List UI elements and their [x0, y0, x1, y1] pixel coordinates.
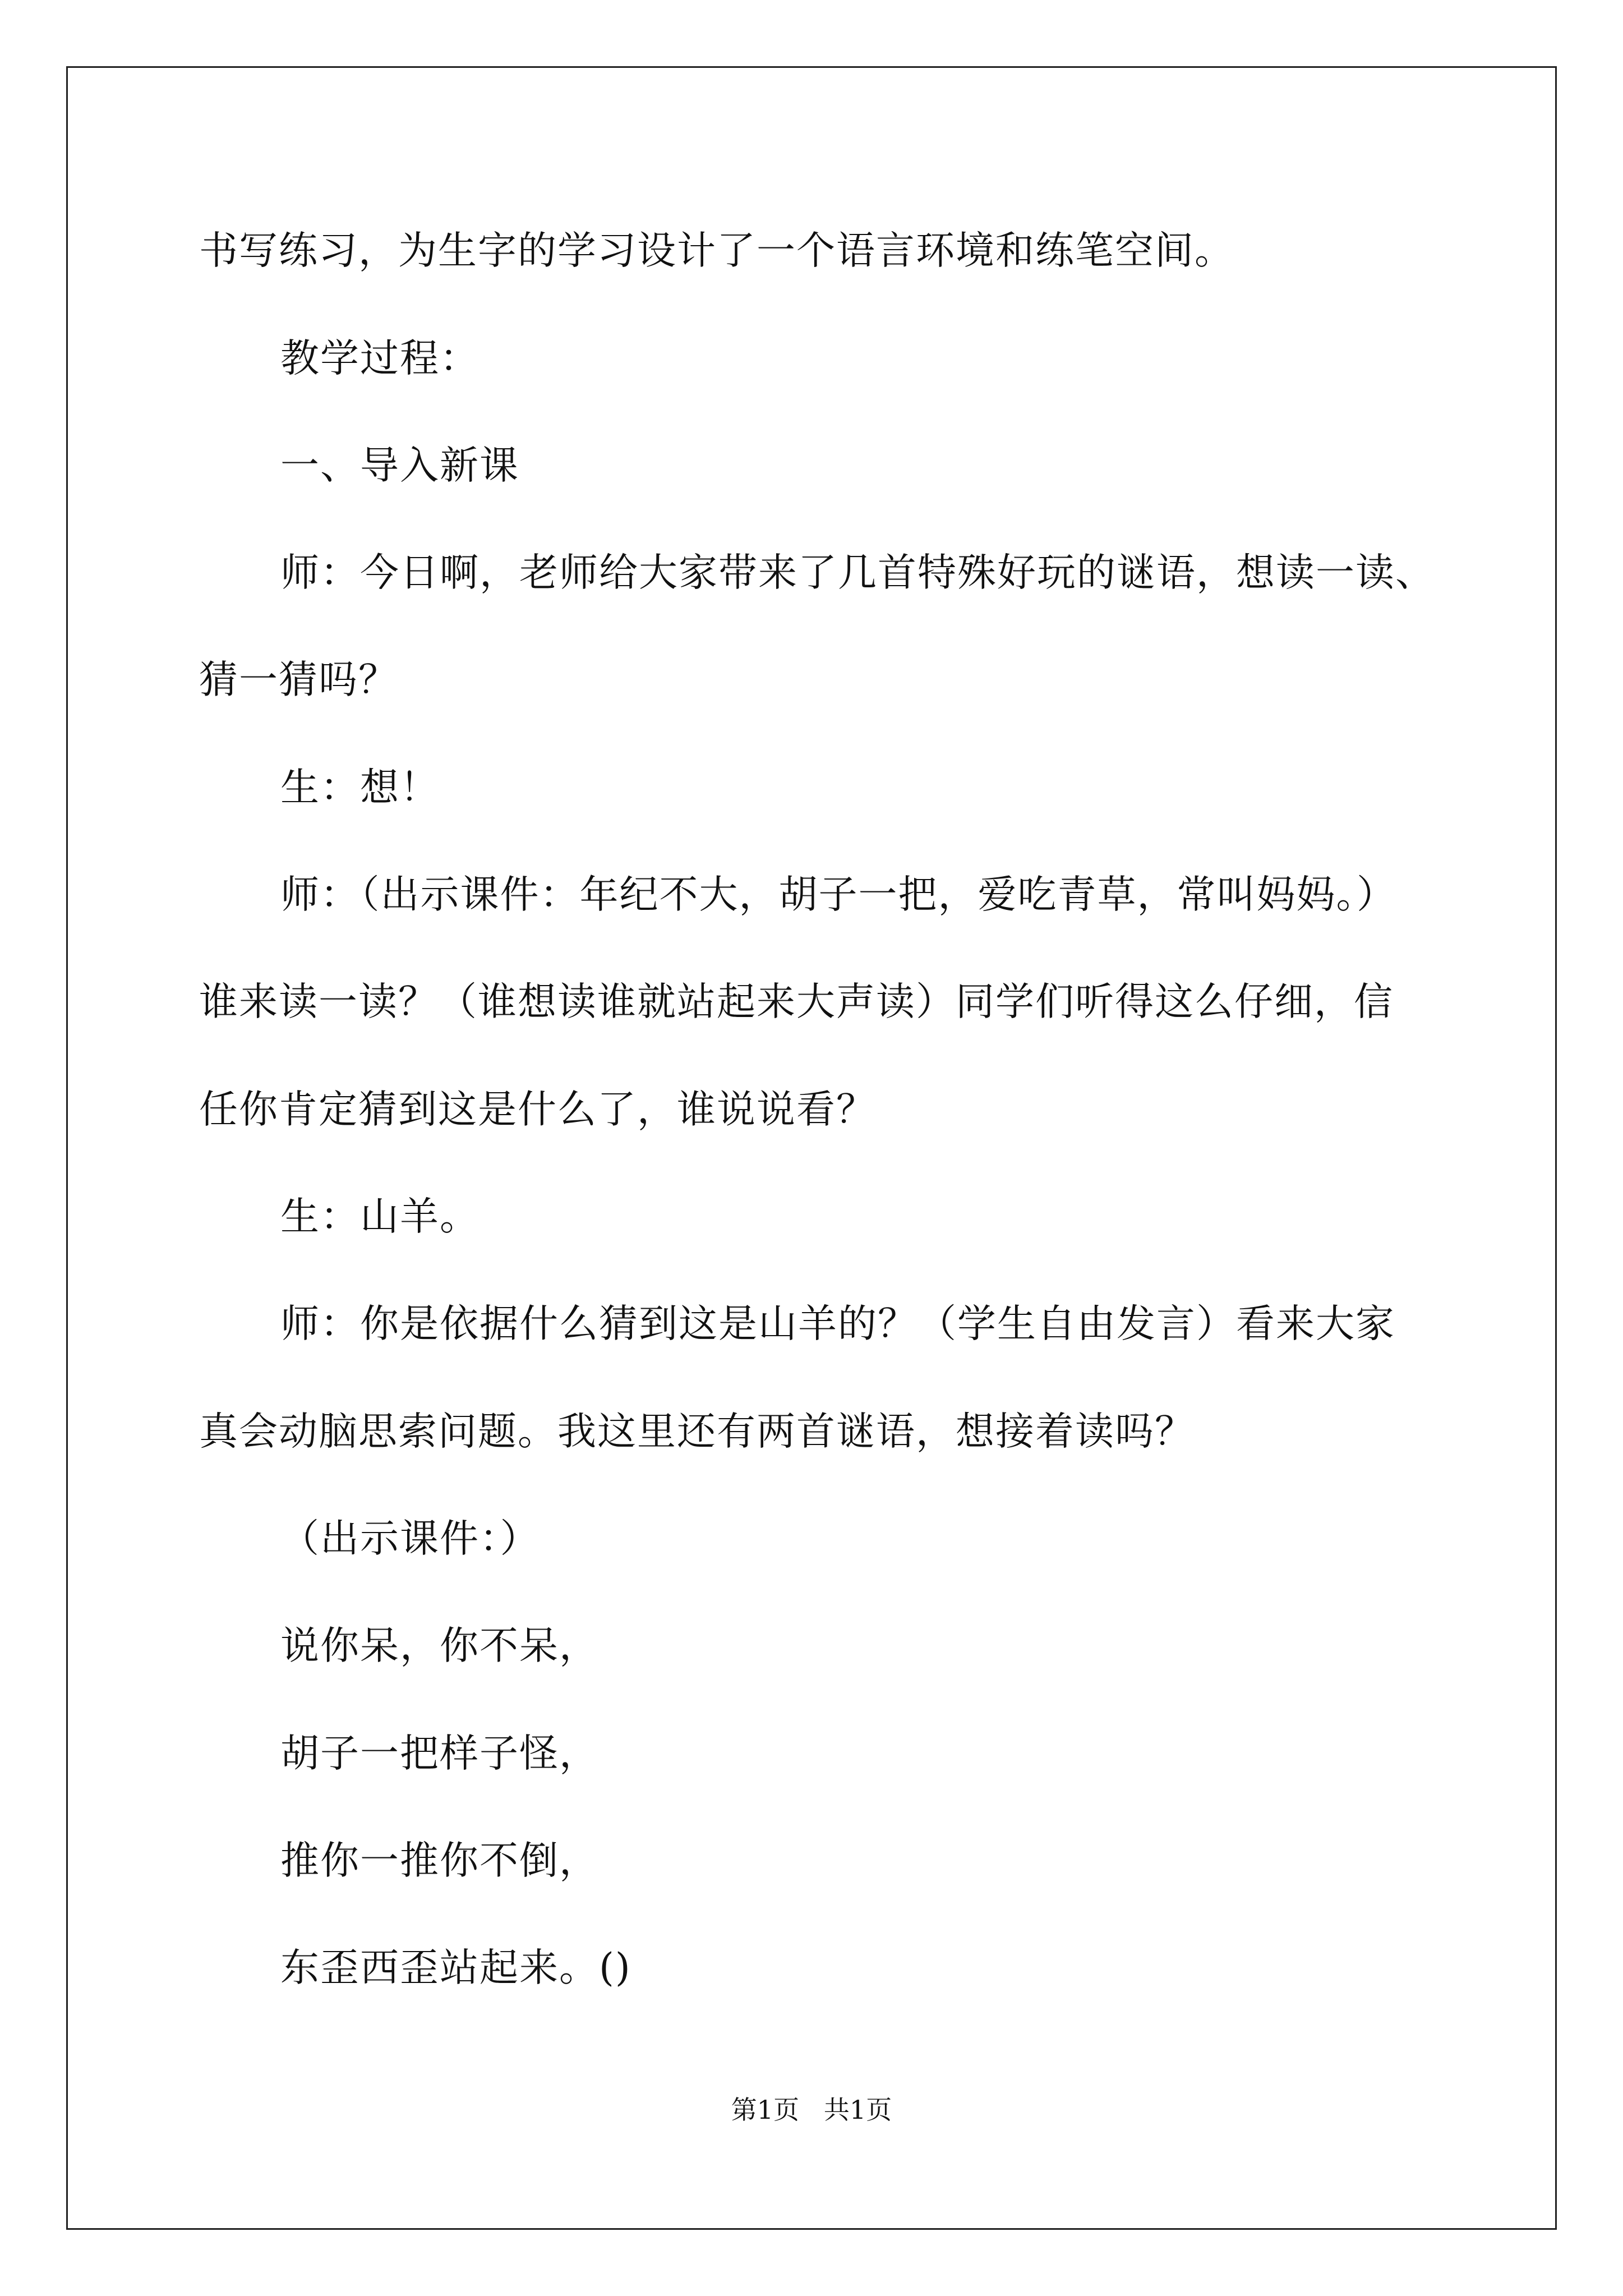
riddle-line: 推你一推你不倒， — [280, 1838, 599, 1883]
riddle-line: 胡子一把样子怪， — [280, 1731, 599, 1776]
paragraph-line: 生：山羊。 — [280, 1194, 479, 1239]
paragraph-line: 师：今日啊，老师给大家带来了几首特殊好玩的谜语，想读一读、 — [280, 550, 1435, 595]
paragraph-line: 教学过程： — [280, 336, 479, 381]
riddle-line: 东歪西歪站起来。() — [280, 1945, 631, 1990]
page-border — [66, 66, 1557, 2230]
page-number-footer: 第1页 共1页 — [731, 2095, 892, 2125]
paragraph-line: 真会动脑思索问题。我这里还有两首谜语，想接着读吗？ — [199, 1409, 1195, 1454]
paragraph-line: 师：你是依据什么猜到这是山羊的？（学生自由发言）看来大家 — [280, 1301, 1395, 1346]
paragraph-line: 生：想！ — [280, 765, 440, 810]
section-heading: 一、导入新课 — [280, 443, 519, 488]
paragraph-line: 师：（出示课件：年纪不大，胡子一把，爱吃青草，常叫妈妈。） — [280, 872, 1396, 917]
paragraph-line: （出示课件：） — [280, 1516, 540, 1561]
riddle-line: 说你呆，你不呆， — [280, 1623, 599, 1668]
paragraph-line: 任你肯定猜到这是什么了，谁说说看？ — [199, 1087, 876, 1132]
paragraph-line: 书写练习，为生字的学习设计了一个语言环境和练笔空间。 — [199, 228, 1234, 273]
paragraph-line: 猜一猜吗？ — [199, 657, 398, 702]
paragraph-line: 谁来读一读？（谁想读谁就站起来大声读）同学们听得这么仔细，信 — [199, 979, 1394, 1024]
